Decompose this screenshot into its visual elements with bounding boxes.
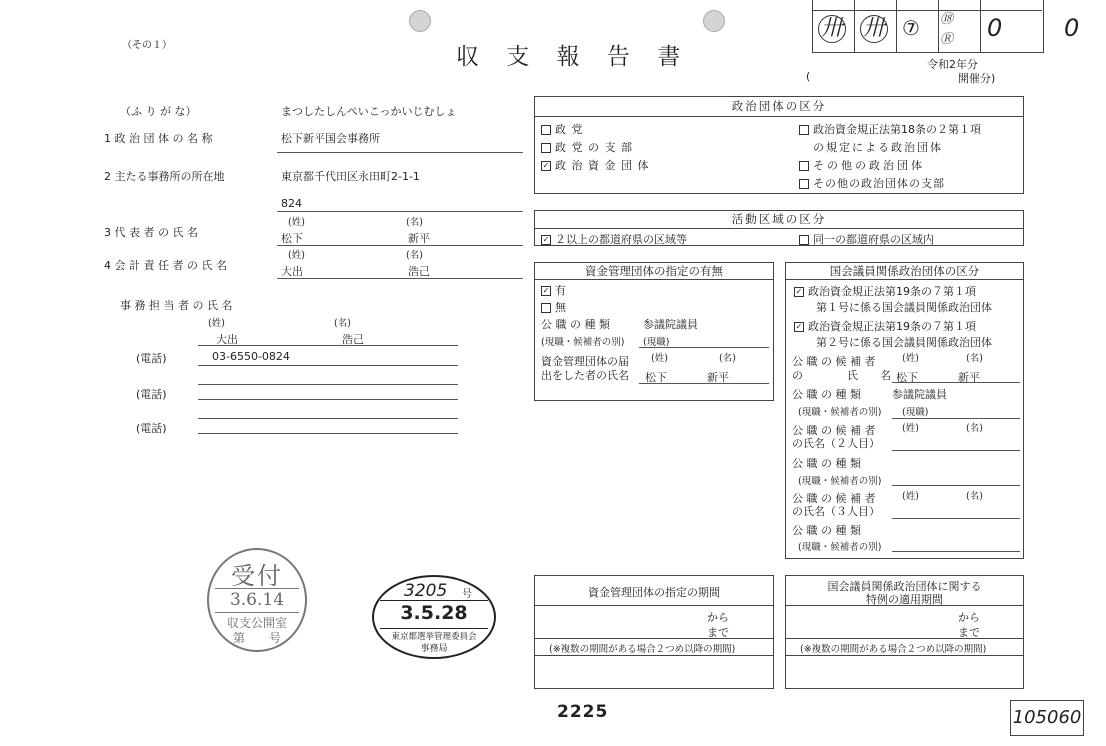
divider: [892, 450, 1020, 451]
todoke-label-2: 出をした者の氏名: [541, 369, 629, 382]
divider: [380, 600, 488, 601]
address-value: 東京都千代田区永田町2-1-1: [281, 170, 420, 183]
candidate-label-1: 公 職 の 候 補 者: [792, 355, 876, 368]
fund-mgmt-title: 資金管理団体の指定の有無: [535, 263, 773, 280]
group-name-label: 1 政 治 団 体 の 名 称: [104, 132, 213, 145]
fund-period-title: 資金管理団体の指定の期間: [588, 586, 720, 599]
tel-value: 03-6550-0824: [212, 350, 290, 363]
mark-5: Ⓡ: [940, 32, 954, 47]
received-stamp: [207, 548, 307, 652]
checkbox[interactable]: [541, 303, 551, 313]
candidate3-label-1: 公 職 の 候 補 者: [792, 492, 876, 505]
todoke-mei-label: (名): [719, 353, 736, 364]
divider: [198, 418, 458, 419]
divider: [215, 612, 299, 613]
option-art19-1-line2: 第１号に係る国会議員関係政治団体: [816, 301, 992, 314]
koshoku-value: 参議院議員: [892, 388, 947, 401]
divider: [277, 152, 523, 153]
option-party-branch[interactable]: 政 党 の 支 部: [541, 139, 633, 155]
divider: [892, 485, 1020, 486]
checkbox[interactable]: [799, 161, 809, 171]
option-multi-pref[interactable]: ✓ ２以上の都道府県の区域等: [542, 233, 687, 246]
staff-mei-label: (名): [334, 318, 351, 329]
candidate2-mei-label: (名): [966, 423, 983, 434]
divider: [277, 245, 523, 246]
genshoku-value: (現職): [643, 337, 670, 348]
divider: [786, 605, 1023, 606]
staff-sei-label: (姓): [208, 318, 225, 329]
staff-label: 事 務 担 当 者 の 氏 名: [120, 299, 233, 312]
divider: [786, 638, 1023, 639]
todoke-sei: 松下: [645, 371, 667, 384]
group-type-title: 政治団体の区分: [535, 97, 1023, 117]
checkbox[interactable]: [541, 125, 551, 135]
divider: [277, 211, 523, 212]
furigana-value: まつしたしんぺいこっかいじむしょ: [281, 105, 457, 118]
handwritten-marks-grid: [812, 0, 1080, 52]
mark-4: ⑱: [940, 12, 954, 27]
commission-stamp-go: 号: [462, 589, 472, 600]
staff-mei: 浩己: [342, 333, 364, 346]
kaishi-paren: (: [806, 70, 811, 83]
divider: [215, 588, 299, 589]
commission-stamp-date: 3.5.28: [400, 602, 468, 624]
punch-hole-left: [409, 10, 431, 32]
divider: [198, 384, 458, 385]
made-label: まで: [958, 626, 980, 639]
received-stamp-title: 受付: [231, 562, 283, 590]
checkbox[interactable]: [799, 125, 809, 135]
divider: [277, 278, 523, 279]
divider: [535, 638, 773, 639]
made-label: まで: [707, 626, 729, 639]
representative-label: 3 代 表 者 の 氏 名: [104, 226, 198, 239]
accountant-sei-label: (姓): [288, 250, 305, 261]
divider: [892, 551, 1020, 552]
group-type-box: [534, 96, 1024, 194]
representative-sei: 松下: [281, 232, 303, 245]
fund-mgmt-box: [534, 262, 774, 401]
divider: [892, 382, 1020, 383]
received-stamp-date: 3.6.14: [229, 590, 285, 610]
checkbox[interactable]: [799, 179, 809, 189]
diet-period-title-1: 国会議員関係政治団体に関する: [827, 580, 982, 593]
genshoku-label: (現職・候補者の別): [798, 407, 882, 418]
candidate3-mei-label: (名): [966, 491, 983, 502]
divider: [786, 655, 1023, 656]
divider: [198, 345, 458, 346]
staff-sei: 大出: [216, 333, 238, 346]
kara-label: から: [707, 611, 729, 624]
checkbox[interactable]: [799, 235, 809, 245]
option-no[interactable]: 無: [541, 299, 566, 315]
tel-label-1: (電話): [136, 352, 167, 365]
period-note: (※複数の期間がある場合２つめ以降の期間): [800, 644, 987, 655]
candidate2-sei-label: (姓): [902, 423, 919, 434]
accountant-mei-label: (名): [406, 250, 423, 261]
diet-member-box: [785, 262, 1024, 559]
activity-area-box: [534, 210, 1024, 246]
commission-stamp-office: 事務局: [420, 644, 448, 654]
candidate-sei: 松下: [896, 371, 918, 384]
punch-hole-right: [703, 10, 725, 32]
representative-mei: 新平: [408, 232, 430, 245]
option-art19-2[interactable]: ✓ 政治資金規正法第19条の７第１項: [795, 320, 976, 333]
kara-label: から: [958, 611, 980, 624]
sono-label: （その１）: [122, 40, 172, 51]
accountant-sei: 大出: [281, 265, 303, 278]
genshoku-label: (現職・候補者の別): [541, 337, 625, 348]
todoke-sei-label: (姓): [651, 353, 668, 364]
divider: [198, 365, 458, 366]
option-other-group[interactable]: その他の政治団体: [799, 157, 925, 173]
divider: [380, 628, 488, 629]
furigana-label: （ふ り が な）: [120, 105, 197, 118]
mark-6: 0: [987, 14, 1003, 42]
koshoku-label: 公 職 の 種 類: [792, 388, 861, 401]
candidate2-label-1: 公 職 の 候 補 者: [792, 424, 876, 437]
group-name-value: 松下新平国会事務所: [281, 132, 380, 145]
checkbox-checked[interactable]: ✓: [542, 161, 550, 170]
commission-stamp: [372, 575, 496, 659]
option-fund-group[interactable]: ✓ 政 治 資 金 団 体: [542, 159, 650, 172]
checkbox-checked[interactable]: ✓: [542, 235, 550, 244]
period-note: (※複数の期間がある場合２つめ以降の期間): [549, 644, 736, 655]
todoke-mei: 新平: [707, 371, 729, 384]
divider: [198, 399, 458, 400]
tel-label-3: (電話): [136, 422, 167, 435]
koshoku-label: 公 職 の 種 類: [541, 318, 610, 331]
genshoku3-label: (現職・候補者の別): [798, 542, 882, 553]
received-stamp-number: 第 号: [232, 631, 281, 645]
todoke-label-1: 資金管理団体の届: [541, 355, 629, 368]
mark-3: ⑦: [902, 16, 920, 40]
mark-1: 卅: [818, 15, 846, 43]
divider: [639, 347, 769, 348]
accountant-mei: 浩己: [408, 265, 430, 278]
option-art19-1[interactable]: ✓ 政治資金規正法第19条の７第１項: [795, 285, 976, 298]
divider: [892, 518, 1020, 519]
koshoku3-label: 公 職 の 種 類: [792, 524, 861, 537]
activity-area-title: 活動区域の区分: [535, 211, 1023, 229]
option-art18[interactable]: 政治資金規正法第18条の２第１項: [799, 121, 981, 137]
address-label: 2 主たる事務所の所在地: [104, 170, 225, 183]
diet-member-title: 国会議員関係政治団体の区分: [786, 263, 1023, 280]
commission-stamp-org: 東京都選挙管理委員会: [391, 632, 477, 642]
checkbox-checked[interactable]: ✓: [795, 322, 803, 331]
divider: [535, 655, 773, 656]
candidate3-label-2: の氏名（３人目）: [792, 505, 880, 518]
fund-period-box: [534, 575, 774, 689]
candidate2-label-2: の氏名（２人目）: [792, 437, 880, 450]
candidate3-sei-label: (姓): [902, 491, 919, 502]
mark-7: 0: [1064, 14, 1080, 42]
divider: [198, 433, 458, 434]
address-value-2: 824: [281, 197, 302, 210]
option-single-pref[interactable]: 同一の都道府県の区域内: [799, 231, 934, 247]
mark-2: 卅: [860, 15, 888, 43]
diet-period-box: [785, 575, 1024, 689]
checkbox-checked[interactable]: ✓: [542, 286, 550, 295]
divider: [639, 383, 769, 384]
document-number: 105060: [1010, 700, 1084, 736]
candidate-mei: 新平: [958, 371, 980, 384]
checkbox[interactable]: [541, 143, 551, 153]
option-art18-line2: の規定による政治団体: [813, 141, 943, 154]
option-other-branch[interactable]: その他の政治団体の支部: [799, 175, 945, 191]
representative-mei-label: (名): [406, 217, 423, 228]
option-party[interactable]: 政 党: [541, 121, 771, 137]
option-art19-2-line2: 第２号に係る国会議員関係政治団体: [816, 336, 992, 349]
representative-sei-label: (姓): [288, 217, 305, 228]
divider: [535, 605, 773, 606]
genshoku-value: (現職): [902, 407, 929, 418]
page-number: 2225: [557, 702, 609, 722]
tel-label-2: (電話): [136, 388, 167, 401]
kaishi-label: 開催分): [958, 72, 996, 85]
candidate-label-2: の 氏 名: [792, 369, 891, 382]
era-year: 令和2年分: [927, 58, 978, 71]
commission-stamp-number: 3205: [404, 581, 448, 601]
candidate-mei-label: (名): [966, 353, 983, 364]
diet-period-title-2: 特例の適用期間: [866, 593, 943, 606]
option-yes[interactable]: ✓ 有: [542, 284, 566, 297]
divider: [892, 418, 1020, 419]
checkbox-checked[interactable]: ✓: [795, 287, 803, 296]
candidate-sei-label: (姓): [902, 353, 919, 364]
koshoku2-label: 公 職 の 種 類: [792, 457, 861, 470]
received-stamp-office: 収支公開室: [226, 616, 287, 630]
genshoku2-label: (現職・候補者の別): [798, 476, 882, 487]
page-title: 収 支 報 告 書: [456, 44, 691, 70]
koshoku-value: 参議院議員: [643, 318, 698, 331]
accountant-label: 4 会 計 責 任 者 の 氏 名: [104, 259, 227, 272]
